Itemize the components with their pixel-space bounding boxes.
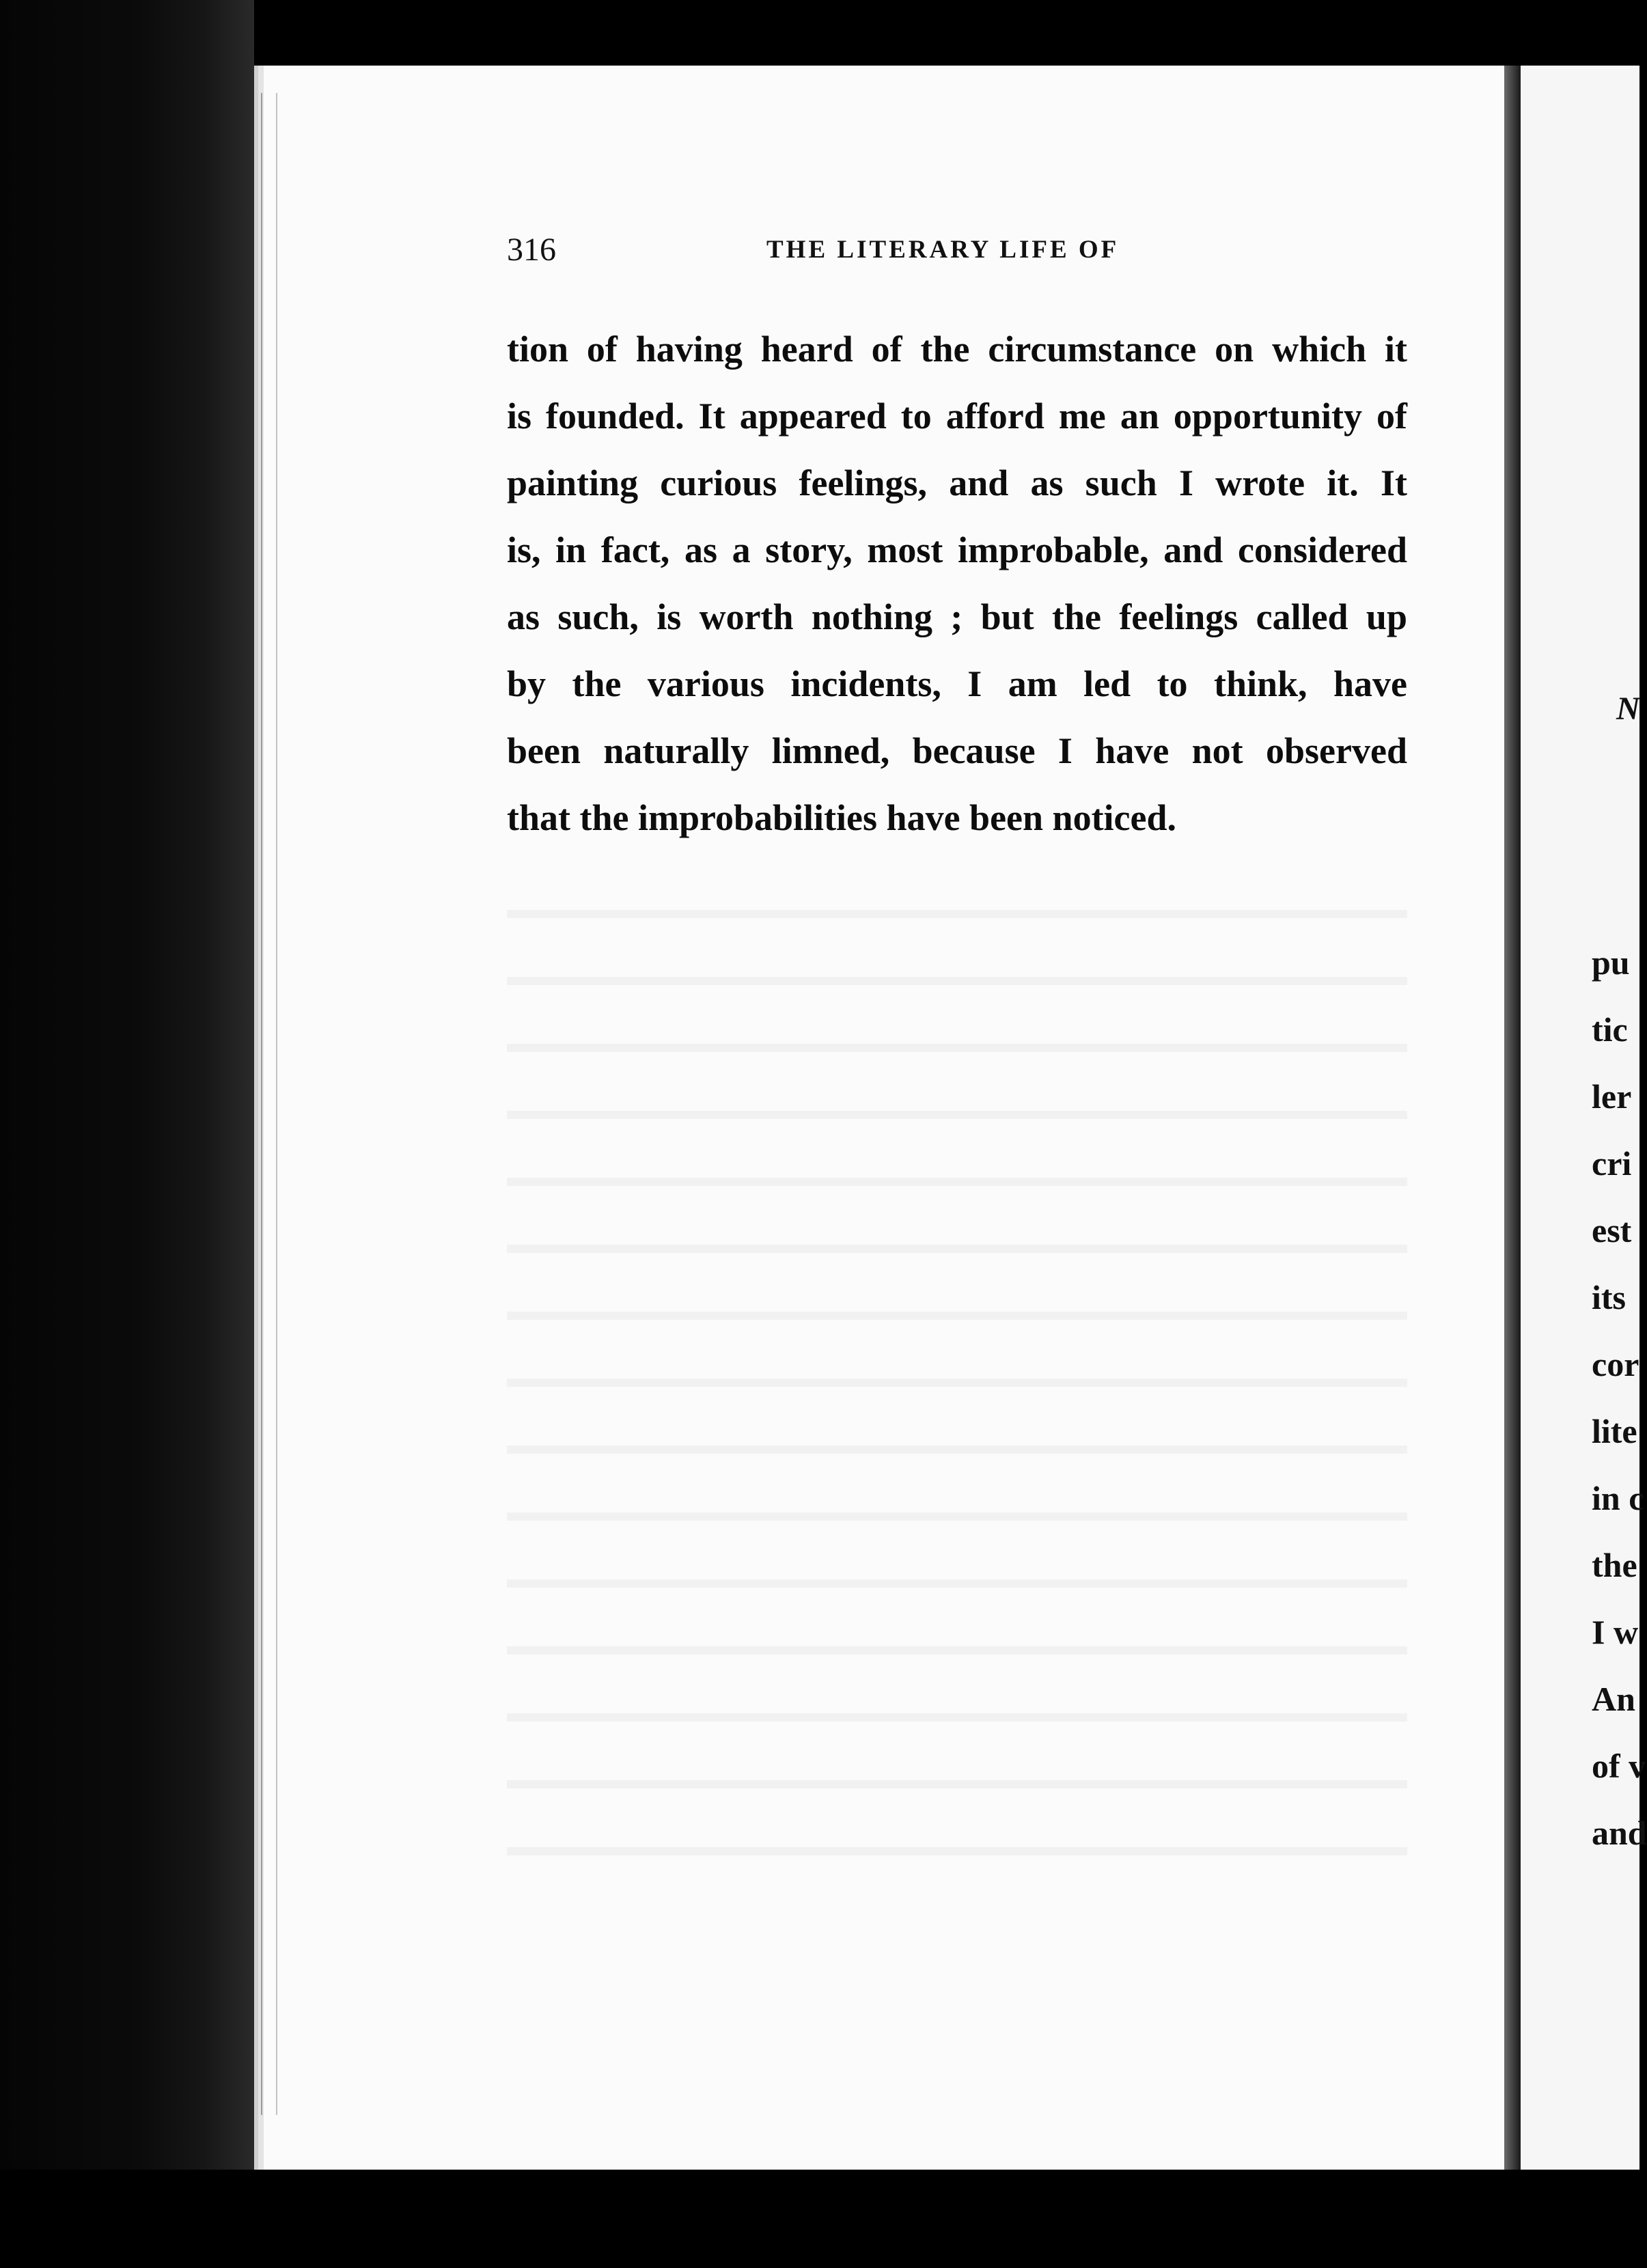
facing-page-initial: N	[1616, 691, 1640, 727]
running-head: THE LITERARY LIFE OF	[766, 236, 1120, 264]
facing-line: tic	[1592, 1010, 1628, 1049]
body-text	[507, 316, 1407, 851]
page-edge	[261, 93, 277, 2115]
facing-line: the	[1592, 1546, 1637, 1584]
text-line: by the various incidents, I am led to think, have	[507, 663, 1407, 704]
facing-line: of v	[1592, 1747, 1646, 1785]
facing-line: cri	[1592, 1144, 1632, 1183]
text-line: is, in fact, as a story, most improbable, and considered	[507, 529, 1407, 570]
facing-line: in c	[1592, 1479, 1644, 1517]
facing-line: An	[1592, 1680, 1635, 1718]
facing-line: its	[1592, 1278, 1626, 1316]
text-line: as such, is worth nothing ; but the feelings called up	[507, 596, 1407, 637]
facing-line: pu	[1592, 943, 1630, 982]
facing-page-text	[1592, 929, 1647, 1866]
page-header	[507, 230, 1407, 271]
facing-line: ler	[1592, 1077, 1632, 1116]
book-gutter	[1504, 66, 1521, 2170]
page-number: 316	[507, 232, 556, 268]
show-through-text	[507, 861, 1407, 1865]
facing-line: cor	[1592, 1345, 1639, 1383]
facing-line: I w	[1592, 1613, 1639, 1651]
book-spine-shadow	[0, 0, 254, 2268]
text-line: that the improbabilities have been noticed.	[507, 797, 1177, 838]
text-line: tion of having heard of the circumstance on which it	[507, 329, 1407, 370]
text-line: been naturally limned, because I have not observed	[507, 730, 1407, 771]
text-line: is founded. It appeared to afford me an opportunity of	[507, 396, 1407, 437]
facing-line: and	[1592, 1814, 1647, 1852]
facing-line: est	[1592, 1211, 1632, 1249]
scan-border	[0, 2170, 1639, 2268]
text-line: painting curious feelings, and as such I wrote it. It	[507, 462, 1407, 503]
facing-line: lite	[1592, 1412, 1637, 1450]
